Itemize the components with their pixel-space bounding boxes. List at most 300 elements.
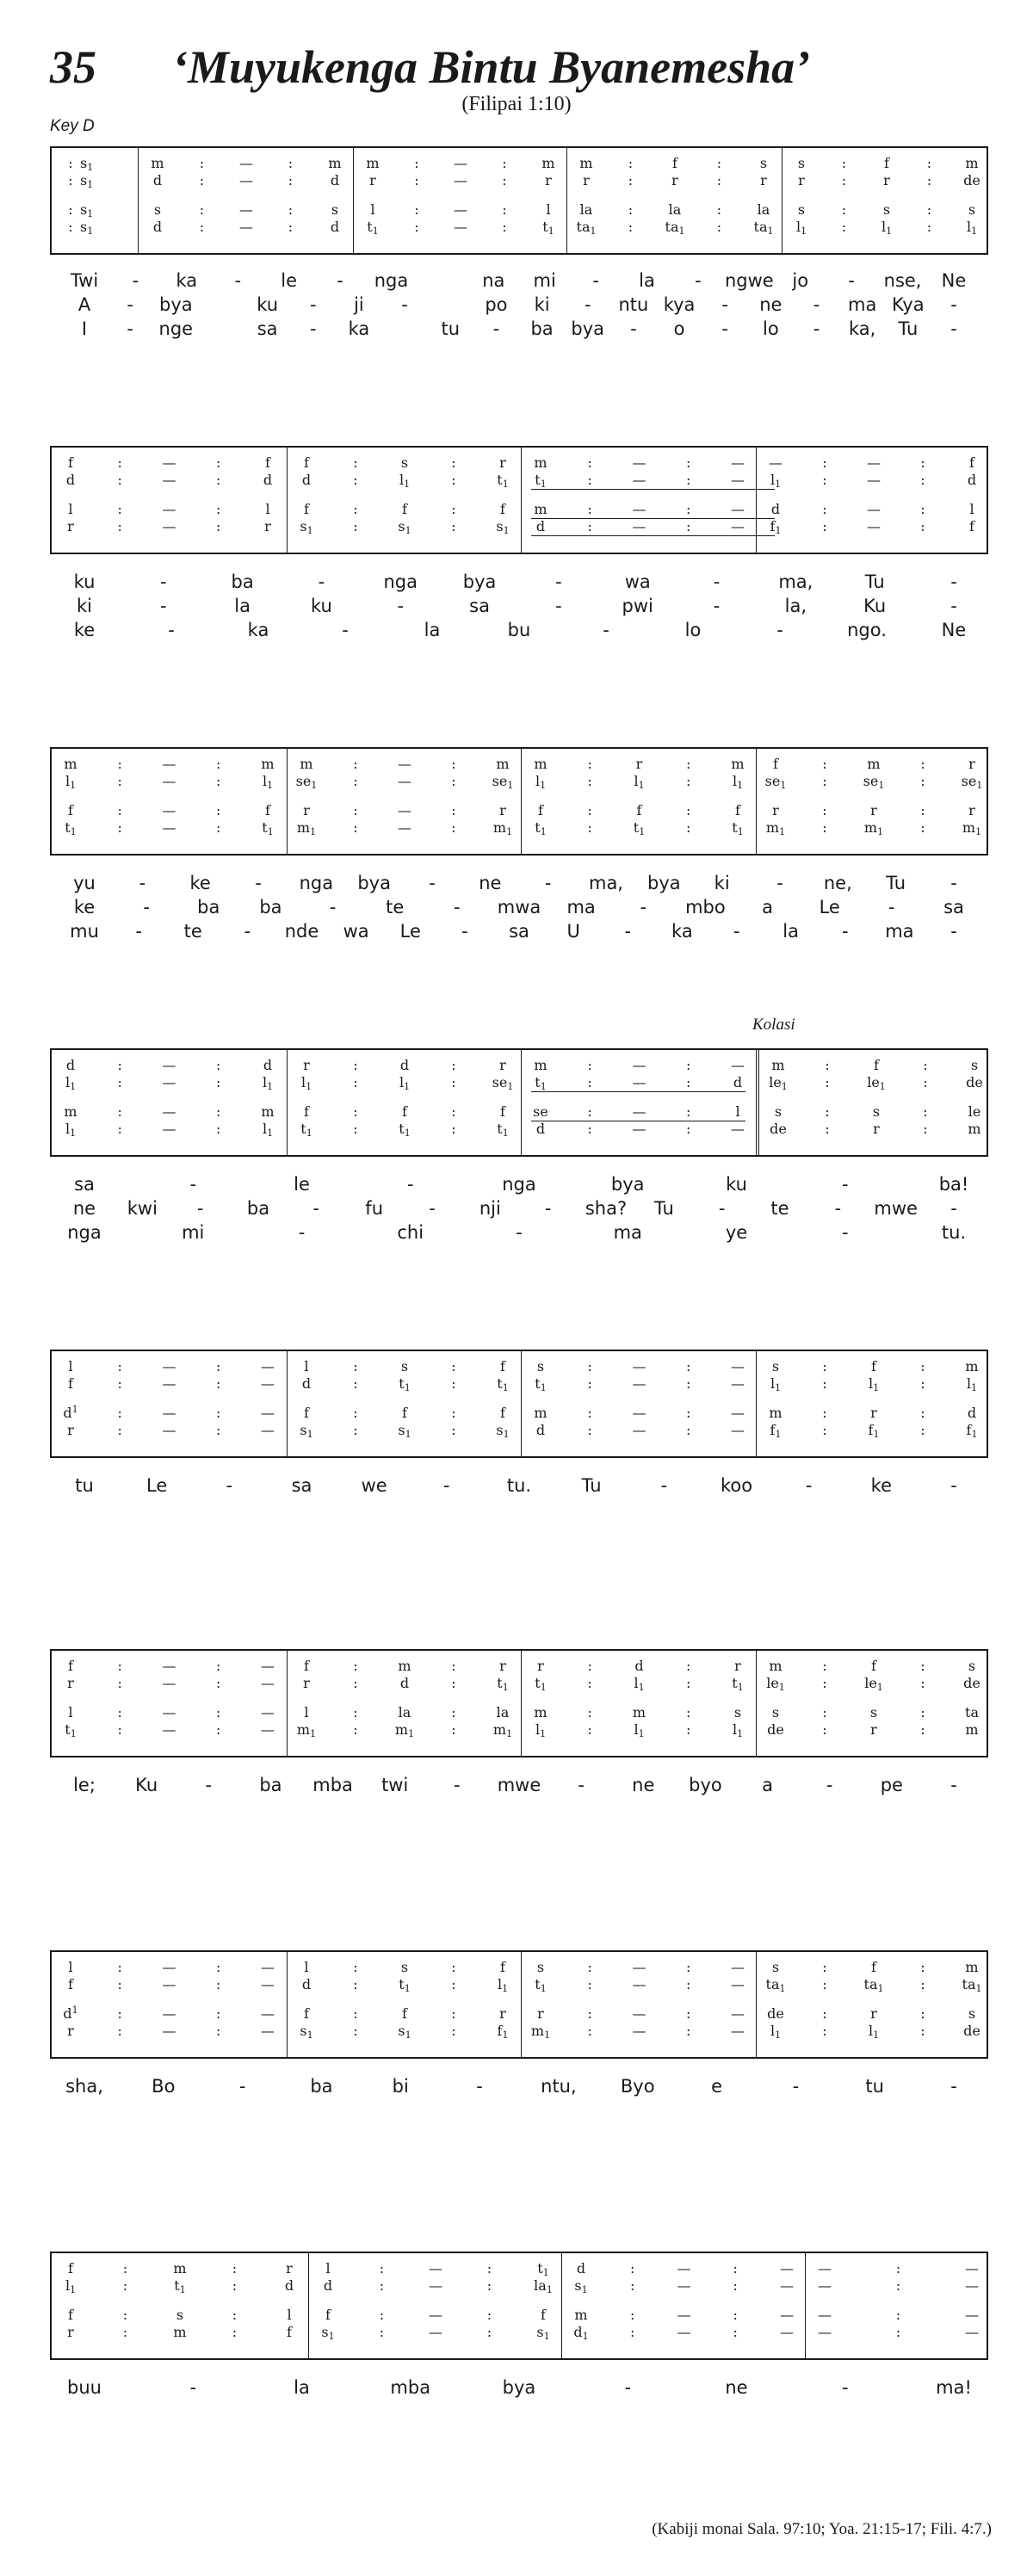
lyric-syllable: - [135,921,142,942]
solfa-note: f [402,1103,407,1120]
solfa-note: : [686,1658,691,1674]
lyric-syllable: mba [312,1775,353,1795]
solfa-note: m [965,1721,979,1738]
solfa-note: r [671,172,678,188]
lyric-syllable: mwa [497,897,541,917]
solfa-note: — [632,518,646,534]
solfa-note: : [920,1405,925,1421]
lyric-syllable: pwi [622,596,653,616]
solfa-note: d [323,2277,333,2294]
solfa-note: $t_1$ [535,472,547,490]
solfa-note: d [399,1675,410,1691]
solfa-note: — [261,2005,275,2022]
solfa-note: : [68,155,73,171]
solfa-note: : [353,802,358,819]
lyric-syllable: I [81,318,88,339]
solfa-note: — [261,1721,275,1738]
solfa-note: — [162,1422,176,1438]
solfa-note: — [632,1057,646,1073]
solfa-note: r [635,756,643,772]
solfa-note: : [686,501,691,517]
solfa-note: f [68,1976,73,1992]
solfa-note: r [545,172,552,188]
solfa-note: r [760,172,767,188]
solfa-note: d [535,1422,546,1438]
solfa-note: : [216,1074,221,1090]
solfa-note: s [869,1704,878,1720]
lyric-syllable: buu [67,2377,102,2398]
solfa-note: : [288,155,294,171]
measure [52,448,287,553]
solfa-note: $m_1$ [765,819,786,837]
solfa-note: : [451,518,456,534]
lyric-syllable: - [841,2377,849,2398]
solfa-note: : [822,1721,827,1738]
music-system [50,747,988,856]
lyric-syllable: - [132,270,139,291]
solfa-note: : [628,201,634,218]
solfa-note: : [587,756,592,772]
solfa-note: $ta_1$ [576,219,597,237]
solfa-note: : [587,1405,592,1421]
solfa-note: $s_1$ [300,518,313,536]
lyric-syllable: - [255,873,262,893]
lyric-syllable: U [566,921,580,942]
solfa-note: : [920,2023,925,2039]
solfa-note: f [969,454,974,471]
solfa-note: : [451,1121,456,1137]
solfa-note: $t_1$ [535,1375,547,1393]
measure [756,1050,990,1155]
solfa-note: : [686,1959,691,1975]
solfa-note: f [304,2005,309,2022]
measure [138,148,353,253]
solfa-note: s [882,201,891,218]
measure [287,749,521,854]
solfa-note: — [454,219,467,235]
lyric-syllable: - [337,270,343,291]
lyric-syllable: la [234,596,251,616]
solfa-note: — [162,1704,176,1720]
solfa-note: s [759,155,768,171]
solfa-note: : [630,2277,635,2294]
solfa-note: de [963,2023,980,2039]
solfa-note: : [216,1358,221,1374]
solfa-note: $l_1$ [65,2277,77,2295]
solfa-note: $d^1$ [63,2005,78,2022]
solfa-note: m [579,155,593,171]
solfa-note: — [162,1976,176,1992]
solfa-note: : [414,155,419,171]
solfa-note: — [632,1121,646,1137]
measure [52,2253,308,2358]
solfa-note: : [733,2260,738,2276]
lyric-syllable: Ku [863,596,887,616]
lyric-syllable: nga [383,571,418,592]
lyric-syllable: nji [479,1198,501,1219]
solfa-note: $m_1$ [492,1721,513,1739]
lyric-syllable: Ne [941,620,967,640]
solfa-note: — [162,802,176,819]
solfa-note: l [546,201,551,218]
solfa-note: : [216,1103,221,1120]
solfa-note: : [117,1358,122,1374]
solfa-note: f [68,1375,73,1392]
solfa-note: — [162,472,176,488]
solfa-note: : [587,1658,592,1674]
solfa-note: : [825,1057,830,1073]
solfa-note: m [534,1704,547,1720]
lyric-syllable: ma, [588,873,623,893]
solfa-note: l [265,501,270,517]
lyric-syllable: ma, [778,571,813,592]
music-system [50,1950,988,2059]
lyric-syllable: Twi [70,270,99,291]
solfa-note: : [117,1375,122,1392]
solfa-note: de [963,172,980,188]
solfa-note: s [176,2307,184,2323]
solfa-note: $l_1$ [65,1121,77,1139]
lyric-syllable: ku [257,294,279,315]
lyric-syllable: Le [146,1475,168,1496]
solfa-note: s [771,1959,780,1975]
solfa-note: — [239,201,253,218]
lyric-syllable: bya [571,318,605,339]
solfa-note: — [162,1405,176,1421]
lyric-syllable: bya [647,873,681,893]
solfa-note: $ta_1$ [753,219,774,237]
lyric-syllable: - [950,596,957,616]
solfa-note: : [379,2324,385,2340]
lyric-syllable: sa [509,921,529,942]
solfa-note: $le_1$ [769,1074,788,1092]
solfa-note: $l_1$ [634,773,645,791]
solfa-note: : [117,1405,122,1421]
lyric-syllable: - [160,596,167,616]
solfa-note: : [587,2023,592,2039]
lyric-syllable: - [312,1198,320,1219]
solfa-note: m [64,1103,77,1120]
solfa-note: s [771,1704,780,1720]
lyric-syllable: - [234,270,242,291]
solfa-note: : [486,2260,492,2276]
solfa-note: f [735,802,740,819]
solfa-note: : [733,2277,738,2294]
solfa-note: f [538,802,543,819]
lyric-syllable: - [813,294,820,315]
solfa-note: — [398,819,411,836]
solfa-note: m [965,155,979,171]
solfa-note: $t_1$ [65,819,77,837]
solfa-note: : [686,1375,691,1392]
lyric-syllable: - [776,620,783,640]
solfa-note: $t_1$ [542,219,554,237]
solfa-note: $t_1$ [300,1121,312,1139]
lyric-syllable: - [826,1775,833,1795]
tie-line [531,489,775,490]
solfa-note: s [968,201,976,218]
solfa-note: — [731,1057,745,1073]
solfa-note: : [587,1103,592,1120]
lyric-syllable: sa [291,1475,312,1496]
solfa-note: m [731,756,745,772]
solfa-note: : [353,756,358,772]
solfa-note: m [261,756,275,772]
solfa-note: — [454,201,467,218]
solfa-note: s [968,2005,976,2022]
lyric-syllable: bya [462,571,497,592]
solfa-note: $m_1$ [394,1721,415,1739]
solfa-note: : [216,1057,221,1073]
solfa-note: — [261,2023,275,2039]
solfa-note: $se_1$ [961,773,983,791]
lyric-syllable: ke [73,620,96,640]
lyric-syllable: - [578,1775,585,1795]
lyric-syllable: ba [197,897,220,917]
solfa-note: : [451,1074,456,1090]
solfa-note: r [870,2005,877,2022]
solfa-note: : [353,1675,358,1691]
lyric-syllable: - [127,318,133,339]
solfa-note: : [822,756,827,772]
solfa-note: : [587,501,592,517]
solfa-note: : [587,773,592,789]
solfa-note: : [587,1074,592,1090]
solfa-note: f [884,155,889,171]
solfa-note: r [873,1121,880,1137]
lyric-syllable: - [950,1475,957,1496]
lyric-syllable: - [888,897,895,917]
lyric-syllable: ji [354,294,364,315]
lyric-syllable: tu [441,318,461,339]
solfa-note: $l_1$ [65,773,77,791]
solfa-note: : [923,1103,928,1120]
solfa-note: la [496,1704,510,1720]
solfa-note: s [536,1358,545,1374]
solfa-note: : [288,201,294,218]
lyric-syllable: nse, [883,270,922,291]
solfa-note: $s_1$ [300,2023,313,2041]
solfa-note: l [287,2307,292,2323]
solfa-note: f [304,501,309,517]
measure [521,1952,756,2057]
solfa-note: : [117,756,122,772]
solfa-note: : [486,2324,492,2340]
solfa-note: d [330,219,340,235]
solfa-note: f [874,1057,879,1073]
lyric-syllable: - [309,294,317,315]
lyric-syllable: a [762,1775,773,1795]
solfa-note: : [920,802,925,819]
solfa-note: — [162,1675,176,1691]
solfa-note: $l_1$ [65,1074,77,1092]
solfa-note: la [668,201,682,218]
lyric-syllable: tu. [506,1475,532,1496]
solfa-note: $s_1$ [321,2324,335,2342]
solfa-note: : [353,1422,358,1438]
solfa-note: ta [965,1704,979,1720]
solfa-note: : [117,1422,122,1438]
solfa-note: : [353,1658,358,1674]
solfa-note: : [920,472,925,488]
solfa-note: $m_1$ [962,819,982,837]
solfa-note: $t_1$ [535,1074,547,1092]
solfa-note: : [216,2005,221,2022]
lyric-syllable: mu [70,921,99,942]
solfa-note: $l_1$ [795,219,807,237]
solfa-note: : [117,773,122,789]
solfa-note: r [499,1057,506,1073]
solfa-note: : [587,454,592,471]
solfa-note: f [68,2307,73,2323]
solfa-note: — [162,518,176,534]
solfa-note: : [216,1704,221,1720]
solfa-note: — [731,472,745,488]
solfa-note: — [162,819,176,836]
solfa-note: — [731,1375,745,1392]
solfa-note: : [451,819,456,836]
solfa-note: : [686,1422,691,1438]
solfa-note: : [822,1422,827,1438]
solfa-note: f [325,2307,331,2323]
measure [52,1351,287,1456]
lyric-syllable: - [238,2076,246,2097]
solfa-note: $l_1$ [634,1675,645,1693]
measure [521,1651,756,1756]
solfa-note: $t_1$ [497,472,509,490]
solfa-note: d [152,172,163,188]
solfa-note: : [379,2307,385,2323]
lyric-syllable: A [77,294,91,315]
solfa-note: : [502,155,507,171]
lyric-syllable: - [139,873,146,893]
solfa-note: — [162,1057,176,1073]
lyric-syllable: ba [310,2076,333,2097]
solfa-note: : [686,1675,691,1691]
solfa-note: : [920,1422,925,1438]
solfa-note: : [232,2277,238,2294]
measure [353,148,566,253]
solfa-note: : [288,219,294,235]
solfa-note: — [965,2324,979,2340]
solfa-note: : [923,1074,928,1090]
lyric-syllable: ba [246,1198,270,1219]
lyric-syllable: - [950,1198,957,1219]
lyric-syllable: Tu [581,1475,602,1496]
solfa-note: : [716,172,722,188]
solfa-note: r [870,802,877,819]
solfa-note: $ta_1$ [863,1976,884,1994]
solfa-note: : [117,454,122,471]
measure [521,448,756,553]
solfa-note: — [398,802,411,819]
solfa-note: d [284,2277,294,2294]
solfa-note: — [867,518,881,534]
lyric-syllable: sa [257,318,278,339]
lyric-syllable: mwe [874,1198,918,1219]
solfa-note: : [451,454,456,471]
solfa-note: f [68,454,73,471]
solfa-note: : [451,1976,456,1992]
solfa-note: : [117,1658,122,1674]
solfa-note: $s_1$ [80,201,94,219]
solfa-note: — [731,1959,745,1975]
solfa-note: : [825,1103,830,1120]
solfa-note: : [353,773,358,789]
lyric-syllable: sa [469,596,490,616]
solfa-note: : [216,1721,221,1738]
solfa-note: d [65,472,76,488]
lyric-syllable: tu [865,2076,884,2097]
solfa-note: : [686,2023,691,2039]
solfa-note: $t_1$ [399,1375,411,1393]
solfa-note: r [968,756,975,772]
lyric-syllable: fu [365,1198,383,1219]
solfa-note: m [496,756,510,772]
lyric-syllable: bya [610,1174,645,1195]
lyric-syllable: ma [566,897,596,917]
lyric-syllable: ntu [618,294,649,315]
solfa-note: — [162,454,176,471]
lyric-syllable: - [555,571,562,592]
solfa-note: : [895,2277,901,2294]
solfa-note: $t_1$ [262,819,274,837]
solfa-note: : [686,756,691,772]
tie-line [531,518,775,519]
solfa-note: : [920,501,925,517]
lyric-syllable: Le [399,921,421,942]
solfa-note: $l_1$ [770,472,782,490]
solfa-note: — [769,454,782,471]
solfa-note: $se_1$ [295,773,318,791]
solfa-note: : [117,501,122,517]
solfa-note: $t_1$ [633,819,646,837]
lyric-syllable: - [584,294,591,315]
solfa-note: $le_1$ [766,1675,785,1693]
solfa-note: r [303,802,310,819]
solfa-note: : [587,1976,592,1992]
solfa-note: $t_1$ [65,1721,77,1739]
solfa-note: : [825,1074,830,1090]
solfa-note: — [261,1976,275,1992]
solfa-note: f [672,155,677,171]
solfa-note: la [757,201,770,218]
solfa-note: — [677,2307,691,2323]
lyric-syllable: koo [720,1475,753,1496]
solfa-note: : [630,2307,635,2323]
solfa-note: $l_1$ [770,2023,782,2041]
solfa-note: — [867,454,881,471]
solfa-note: : [920,454,925,471]
solfa-note: le [968,1103,981,1120]
solfa-note: l [304,1959,309,1975]
lyric-syllable: te [386,897,405,917]
measure [287,448,521,553]
measure [521,1050,756,1155]
lyric-syllable: - [695,270,702,291]
lyric-syllable: - [401,294,408,315]
solfa-note: : [686,1405,691,1421]
solfa-note: : [68,201,73,218]
solfa-note: : [117,2005,122,2022]
solfa-note: $t_1$ [537,2260,549,2278]
lyric-syllable: ba! [938,1174,969,1195]
solfa-note: — [731,2005,745,2022]
solfa-note: $l_1$ [770,1375,782,1393]
solfa-note: s [872,1103,881,1120]
solfa-note: — [780,2277,794,2294]
solfa-note: : [68,219,73,235]
